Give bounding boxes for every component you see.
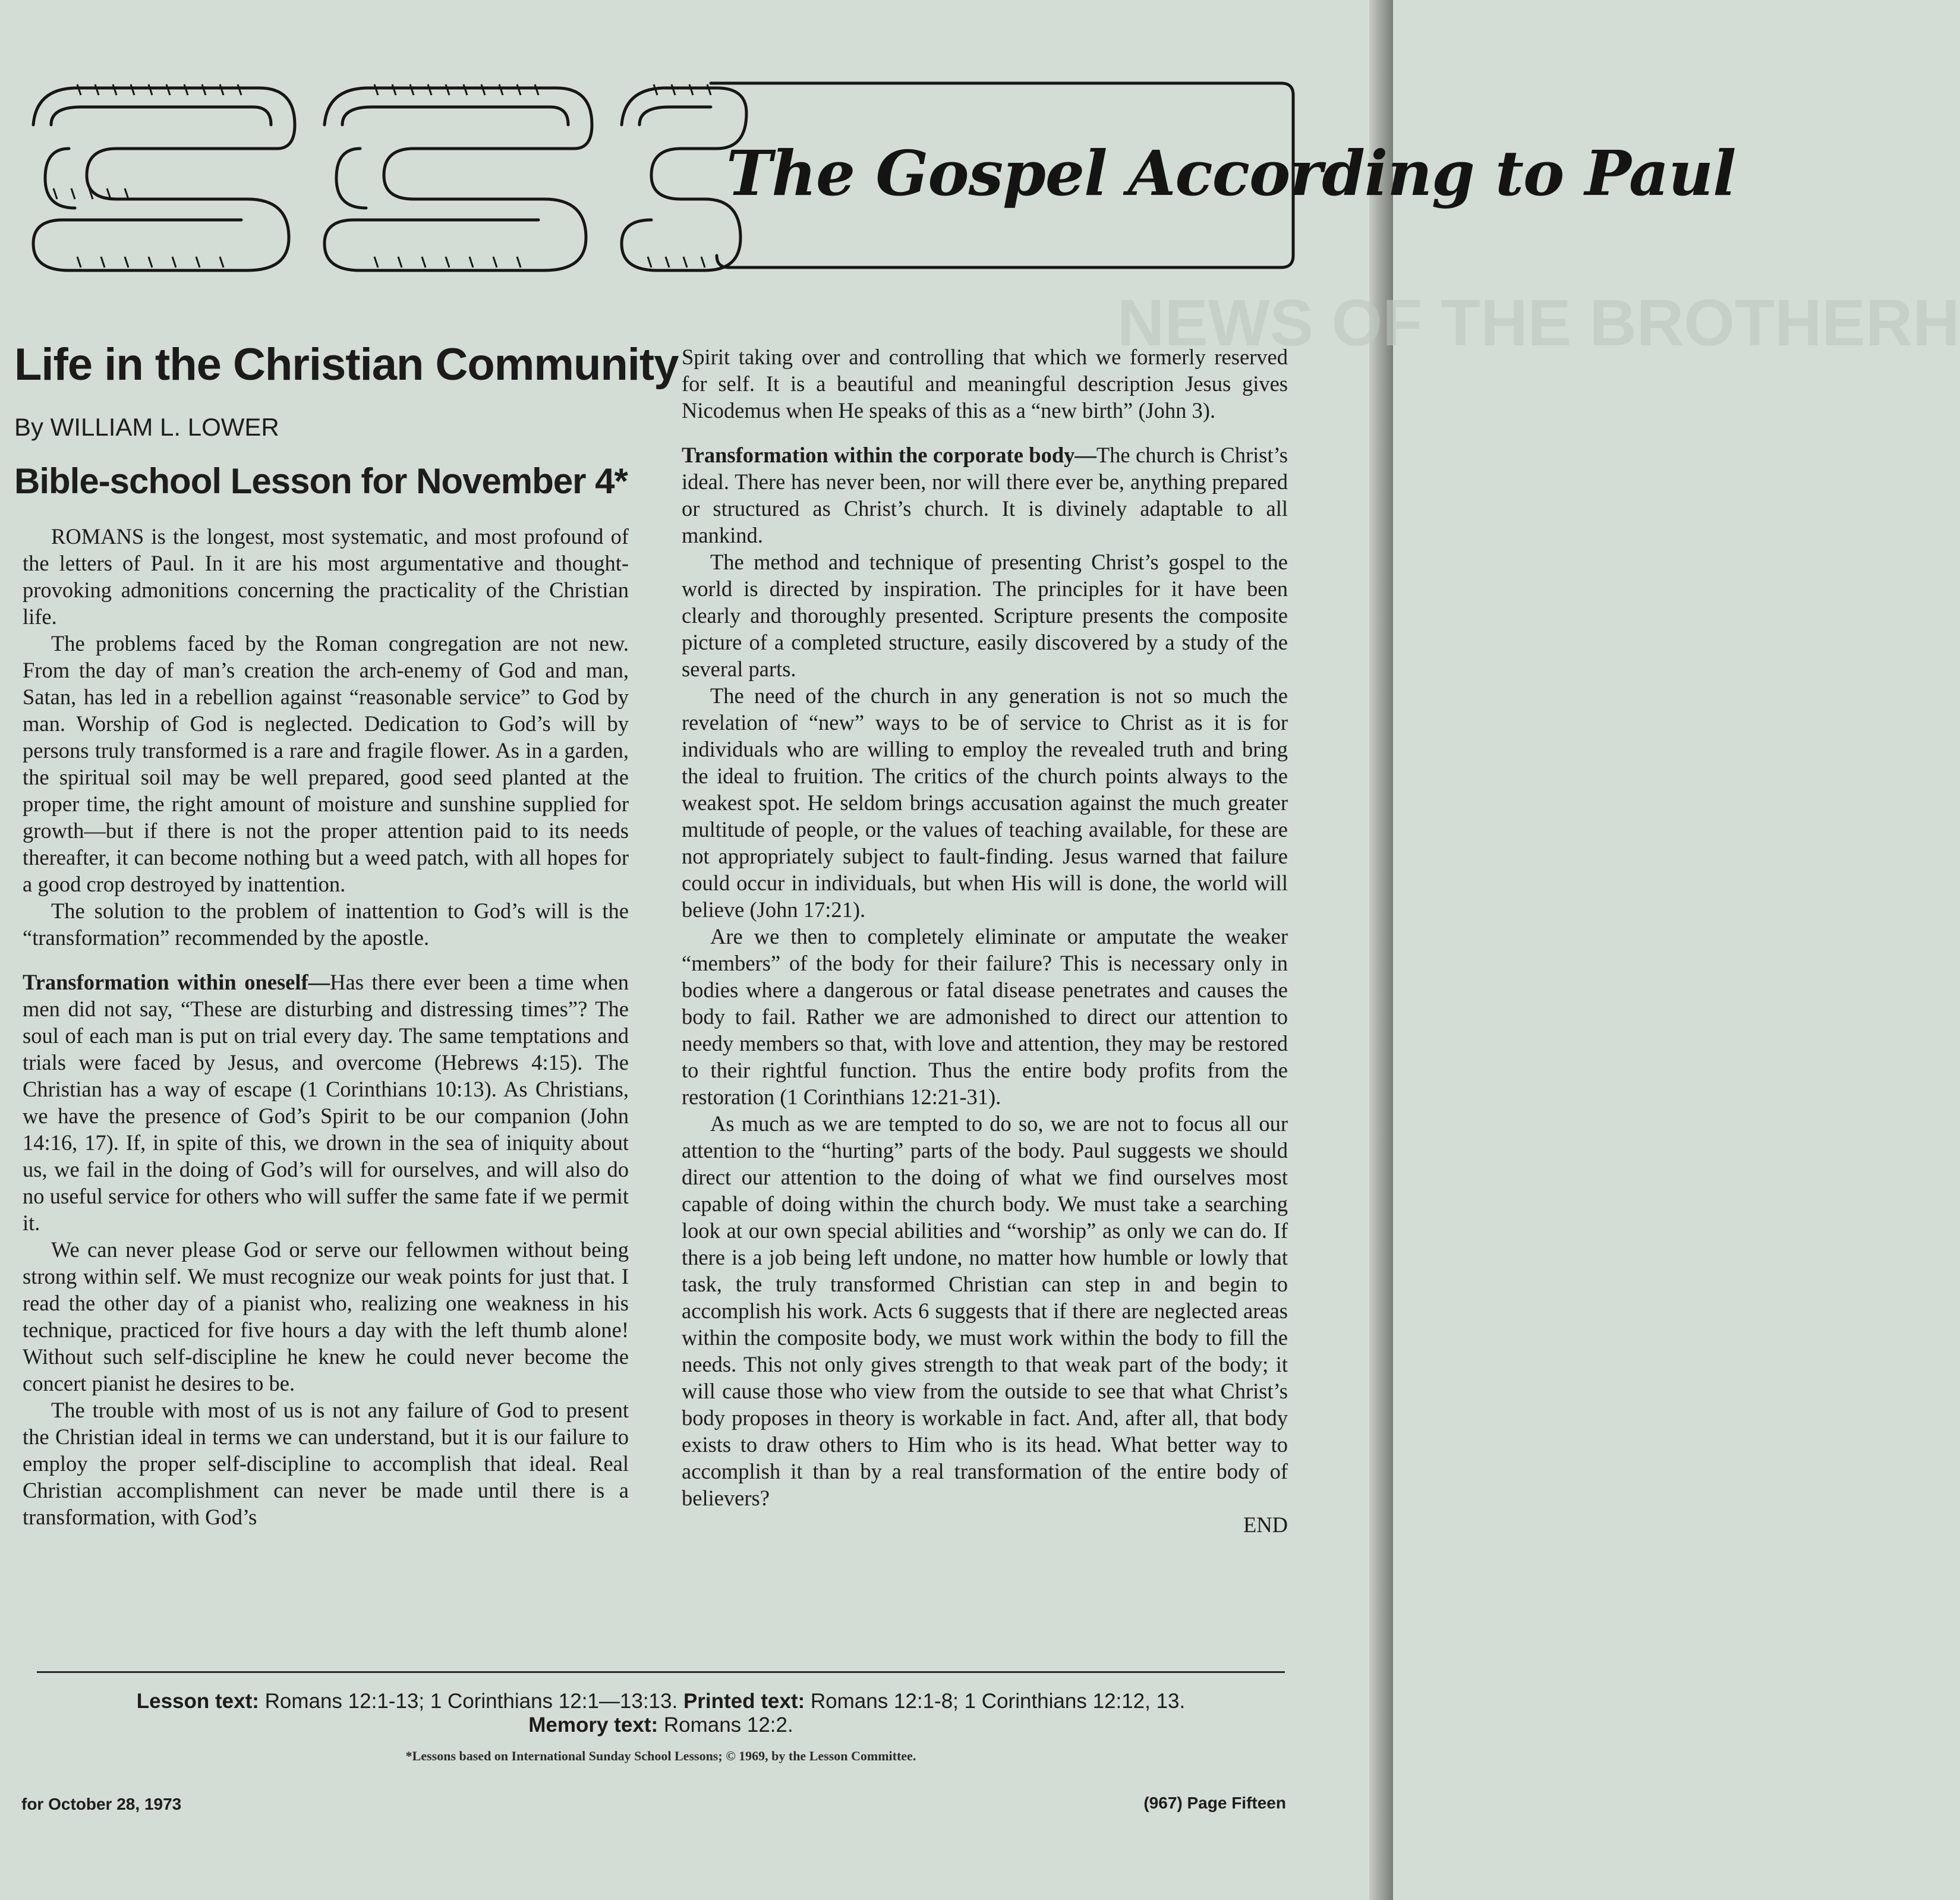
paragraph: Are we then to completely eliminate or amputate the weaker “members” of the body for their failure? This is necessary only in bodies where a dangerous or fatal disease penetrates and causes the body to fail. Rather we are admonished to direct our attention to needy members so that, with love and attention, they may be restored to their rightful function. Thus the entire body profits from the restoration (1 Corinthians 12:21-31).: [682, 924, 1288, 1109]
article-title: Life in the Christian Community: [14, 339, 679, 390]
paragraph: The problems faced by the Roman congregation are not new. From the day of man’s creation the arch-enemy of God and man, Satan, has led in a rebellion against “reasonable service” to God by man. Worship of God is neglected. Dedication to God’s will by persons truly transformed is a rare and fragile flower. As in a garden, the spiritual soil may be well prepared, good seed planted at the proper time, the right amount of moisture and sunshine supplied for growth—but if there is not the proper attention paid to its needs thereafter, it can become nothing but a weed patch, with all hopes for a good crop destroyed by inattention.: [23, 631, 629, 896]
header-title: The Gospel According to Paul: [726, 137, 1736, 210]
section-paragraph: Transformation within oneself—Has there ever been a time when men did not say, “These are disturbing and distressing times”? The soul of each man is put on trial every day. The same temptations and trials were faced by Jesus, and overcome (Hebrews 4:15). The Christian has a way of escape (1 Corinthians 10:13). As Christians, we have the presence of God’s Spirit to be our companion (John 14:16, 17). If, in spite of this, we drown in the sea of iniquity about us, we fail in the doing of God’s will for ourselves, and will also do no useful service for others who will suffer the same fate if we permit it.: [23, 970, 629, 1235]
right-column: [682, 344, 1288, 1538]
paragraph: We can never please God or serve our fellowmen without being strong within self. We must recognize our weak points for just that. I read the other day of a pianist who, realizing one weakness in his technique, practiced for five hours a day with the left thumb alone! Without such self-discipline he knew he could never become the concert pianist he desires to be.: [23, 1237, 629, 1395]
chain-link-2: [324, 88, 592, 270]
paragraph: As much as we are tempted to do so, we are not to focus all our attention to the “hurting” parts of the body. Paul suggests we should direct our attention to the doing of what we find ourselves most capable of doing within the church body. We must take a searching look at our own special abilities and “worship” as only we can do. If there is a job being left undone, no matter how humble or lowly that task, the truly transformed Christian can step in and begin to accomplish his work. Acts 6 suggests that if there are neglected areas within the composite body, we must work within the body to fill the needs. This not only gives strength to that weak part of the body; it will cause those who view from the outside to see that what Christ’s body proposes in theory is workable in fact. And, after all, that body exists to draw others to Him who is its head. What better way to accomplish it than by a real transformation of the entire body of believers?: [682, 1111, 1288, 1510]
footer-issue-date: for October 28, 1973: [21, 1795, 182, 1813]
section-heading: Transformation within oneself—: [23, 970, 330, 994]
lesson-references: Lesson text: Romans 12:1-13; 1 Corinthians 12:1—13:13. Printed text: Romans 12:1-8; 1 Corinthians 12:12, 13.: [136, 1690, 1186, 1713]
footer-page-number: (967) Page Fifteen: [1143, 1794, 1286, 1812]
section-paragraph: Transformation within the corporate body—The church is Christ’s ideal. There has never been, nor will there ever be, anything prepared or structured as Christ’s church. It is divinely adaptable to all mankind.: [682, 443, 1288, 547]
memory-text: Memory text: Romans 12:2.: [528, 1713, 793, 1737]
divider-rule: [37, 1671, 1285, 1673]
lesson-subtitle: Bible-school Lesson for November 4*: [14, 461, 628, 501]
left-column: [23, 523, 629, 1530]
byline: By WILLIAM L. LOWER: [14, 413, 279, 441]
paragraph: The method and technique of presenting Christ’s gospel to the world is directed by inspiration. The principles for it have been clearly and thoroughly presented. Scripture presents the composite picture of a completed structure, easily discovered by a study of the several parts.: [682, 550, 1288, 681]
end-marker: END: [1243, 1513, 1288, 1537]
paragraph: The solution to the problem of inattention to God’s will is the “transformation” recommended by the apostle.: [23, 899, 629, 950]
paragraph: The need of the church in any generation is not so much the revelation of “new” ways to be of service to Christ as it is for individuals who are willing to employ the revealed truth and bring the ideal to fruition. The critics of the church points always to the weakest spot. He seldom brings accusation against the much greater multitude of people, or the values of teaching available, for these are not appropriately subject to fault-finding. Jesus warned that failure could occur in individuals, but when His will is done, the world will believe (John 17:21).: [682, 683, 1288, 922]
section-heading: Transformation within the corporate body—: [682, 443, 1096, 467]
paragraph: The trouble with most of us is not any failure of God to present the Christian ideal in terms we can understand, but it is our failure to employ the proper self-discipline to accomplish that ideal. Real Christian accomplishment can never be made until there is a transformation, with God’s: [23, 1398, 629, 1529]
footnote: *Lessons based on International Sunday School Lessons; © 1969, by the Lesson Committee.: [405, 1748, 916, 1763]
paragraph: ROMANS is the longest, most systematic, and most profound of the letters of Paul. In it are his most argumentative and thought-provoking admonitions concerning the practicality of the Christian life.: [23, 524, 629, 629]
chain-link-1: [33, 88, 295, 270]
paragraph: Spirit taking over and controlling that which we formerly reserved for self. It is a beautiful and meaningful description Jesus gives Nicodemus when He speaks of this as a “new birth” (John 3).: [682, 345, 1288, 423]
show-through-heading: NEWS OF THE BROTHERH: [1117, 286, 1960, 360]
